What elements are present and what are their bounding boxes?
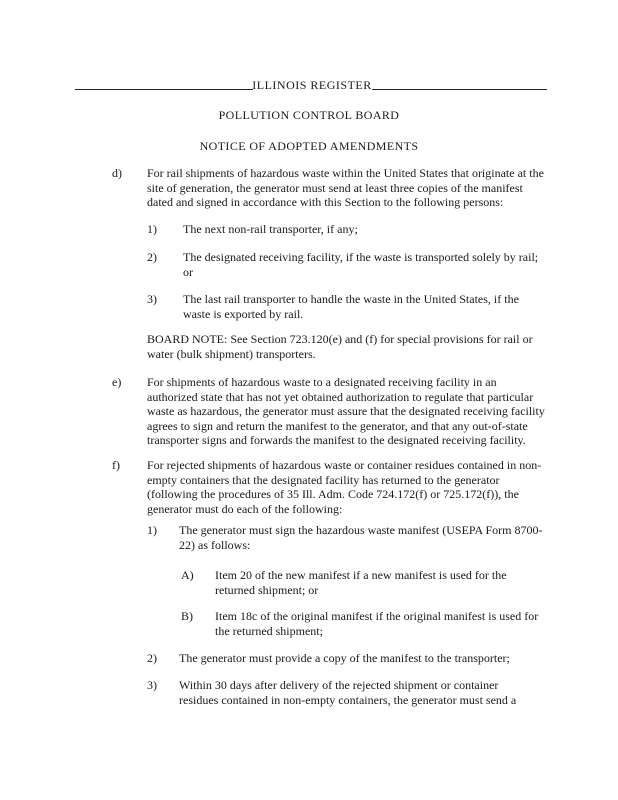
section-f-subitem-a-label: A) [181,568,194,582]
section-d-item-1-label: 1) [147,222,157,236]
register-title: ILLINOIS REGISTER [252,78,372,92]
header-rule-right [372,89,547,90]
section-f-item-2-label: 2) [147,651,157,665]
section-d-item-3-text: The last rail transporter to handle the waste in the United States, if the waste is exported by rail. [183,292,519,321]
section-f-item-2-text: The generator must provide a copy of the manifest to the transporter; [179,651,510,665]
section-f-subitem-b-text: Item 18c of the original manifest if the original manifest is used for the returned shipment; [215,609,539,638]
section-f-subitem-b-label: B) [181,609,193,623]
section-f-item-1-text: The generator must sign the hazardous waste manifest (USEPA Form 8700-22) as follows: [179,523,543,552]
section-f-text: For rejected shipments of hazardous waste or container residues contained in non-empty containers that the designated facility has returned to the generator (following the procedures of 35 Ill. Adm. Code 724.172(f) or 725.172(f)), the generator must do each of the following: [147,458,542,516]
section-e-label: e) [112,375,122,389]
notice-title: NOTICE OF ADOPTED AMENDMENTS [199,139,419,153]
section-f-item-1-label: 1) [147,523,157,537]
section-d-text: For rail shipments of hazardous waste within the United States that originate at the site of generation, the generator must send at least three copies of the manifest dated and signed in accordance with this Section to the following persons: [147,166,544,209]
section-f-item-3-label: 3) [147,678,157,692]
section-f-label: f) [112,458,120,472]
section-d-item-2-label: 2) [147,250,157,264]
section-d-label: d) [112,166,122,180]
section-f-item-3-text: Within 30 days after delivery of the rejected shipment or container residues contained in non-empty containers, the generator must send a [179,678,517,707]
section-d-item-3-label: 3) [147,292,157,306]
section-e-text: For shipments of hazardous waste to a designated receiving facility in an authorized state that has not yet obtained authorization to regulate that particular waste as hazardous, the generator must assure that the designated receiving facility agrees to sign and return the manifest to the generator, and that any out-of-state transporter signs and forwards the manifest to the designated receiving facility. [147,375,545,447]
section-d-item-1-text: The next non-rail transporter, if any; [183,222,358,236]
section-d-item-2-text: The designated receiving facility, if the waste is transported solely by rail; or [183,250,539,279]
header-rule-left [75,89,253,90]
board-title: POLLUTION CONTROL BOARD [218,108,400,122]
section-f-subitem-a-text: Item 20 of the new manifest if a new manifest is used for the returned shipment; or [215,568,507,597]
board-note: BOARD NOTE: See Section 723.120(e) and (f) for special provisions for rail or water (bulk shipment) transporters. [147,332,533,361]
